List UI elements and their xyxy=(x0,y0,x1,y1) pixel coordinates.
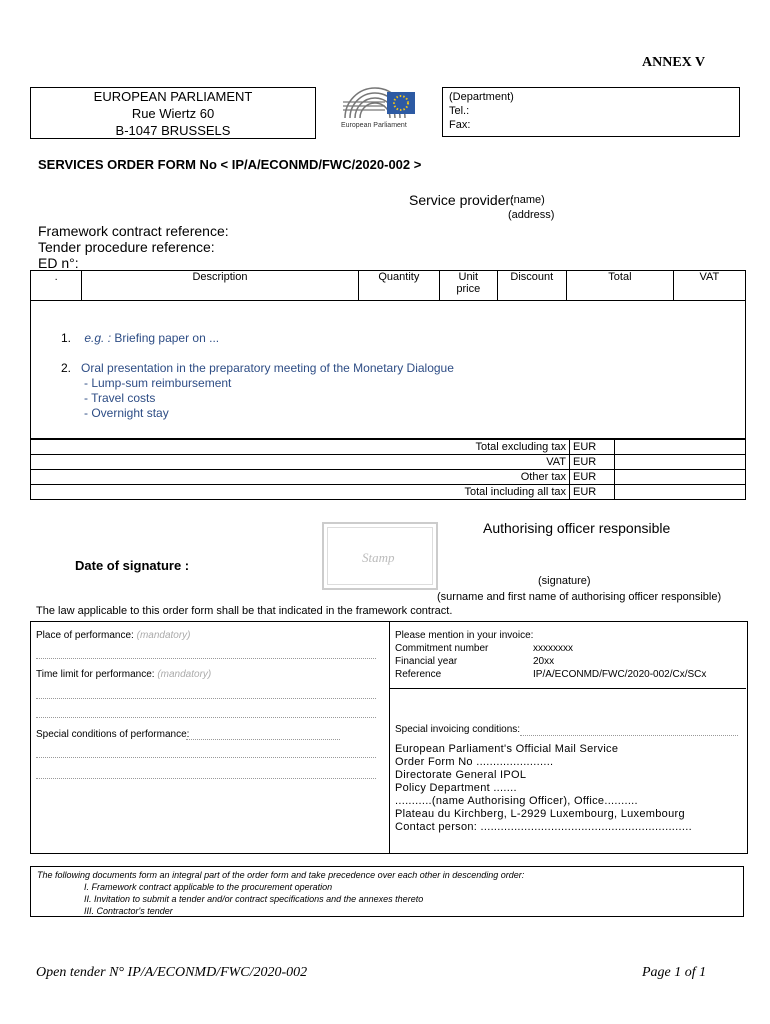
reference-value: IP/A/ECONMD/FWC/2020-002/Cx/SCx xyxy=(533,669,707,680)
unit-price-line1: Unit xyxy=(458,271,479,283)
time-limit xyxy=(36,669,211,680)
list-item: I. Framework contract applicable to the procurement operation xyxy=(84,882,333,892)
tel-label: Tel.: xyxy=(449,105,470,117)
invoice-divider xyxy=(389,688,746,689)
other-tax-currency: EUR xyxy=(570,470,615,485)
special-conditions-line-2[interactable] xyxy=(36,778,376,779)
commitment-value: xxxxxxxx xyxy=(533,643,573,654)
col-vat: VAT xyxy=(673,271,745,301)
fax-label: Fax: xyxy=(449,119,471,131)
total-excl-tax-value xyxy=(615,440,746,455)
special-conditions-line-1[interactable] xyxy=(36,757,376,758)
footer-tender-ref: Open tender N° IP/A/ECONMD/FWC/2020-002 xyxy=(36,965,308,980)
item2-sub2: - Travel costs xyxy=(84,391,156,405)
invoice-mention: Please mention in your invoice: xyxy=(395,630,534,641)
other-tax-label: Other tax xyxy=(31,470,570,485)
ed-number: ED n°: xyxy=(38,255,79,271)
provider-name: (name) xyxy=(510,194,545,206)
service-provider-label: Service provider: xyxy=(409,192,515,208)
tender-procedure-ref: Tender procedure reference: xyxy=(38,239,215,255)
table-row xyxy=(31,485,746,500)
place-input-line[interactable] xyxy=(36,658,376,659)
column-divider xyxy=(389,621,390,853)
col-total: Total xyxy=(567,271,674,301)
time-input-line-1[interactable] xyxy=(36,698,376,699)
address-line2: Rue Wiertz 60 xyxy=(131,106,215,121)
department-label: (Department) xyxy=(449,91,514,103)
department-box xyxy=(442,87,740,137)
other-tax-value xyxy=(615,470,746,485)
signature-label: (signature) xyxy=(538,575,591,587)
time-note: (mandatory) xyxy=(157,669,212,680)
invoice-row-commitment xyxy=(395,642,706,655)
special-conditions-label: Special conditions of performance: xyxy=(36,729,190,740)
reference-label: Reference xyxy=(395,669,442,680)
item2-number: 2. xyxy=(61,361,72,375)
annex-title: ANNEX V xyxy=(642,55,706,70)
place-of-performance xyxy=(36,630,191,641)
col-number: . xyxy=(31,271,82,301)
logo-text: European Parliament xyxy=(341,122,407,129)
total-incl-tax-label: Total including all tax xyxy=(31,485,570,500)
address-line: European Parliament's Official Mail Service xyxy=(395,743,619,755)
page-number: Page 1 of 1 xyxy=(642,965,707,980)
unit-price-line2: price xyxy=(456,283,481,295)
address-line3: B-1047 BRUSSELS xyxy=(115,123,231,138)
authorising-officer-label: Authorising officer responsible xyxy=(483,520,671,536)
item1-eg: e.g. : xyxy=(84,331,112,345)
item1-text: Briefing paper on ... xyxy=(111,331,220,345)
mail-address xyxy=(395,743,692,834)
item2-sub1: - Lump-sum reimbursement xyxy=(84,376,232,390)
col-quantity: Quantity xyxy=(358,271,439,301)
special-conditions-input[interactable] xyxy=(186,739,340,740)
total-excl-tax-label: Total excluding tax xyxy=(31,440,570,455)
form-title: SERVICES ORDER FORM No < IP/A/ECONMD/FWC/2020-002 > xyxy=(38,157,422,172)
address-line: Order Form No ....................... xyxy=(395,756,554,768)
address-line: Plateau du Kirchberg, L-2929 Luxembourg, Luxembourg xyxy=(395,808,685,820)
col-discount: Discount xyxy=(497,271,567,301)
time-input-line-2[interactable] xyxy=(36,717,376,718)
item1-number: 1. xyxy=(61,331,72,345)
item2-sub3: - Overnight stay xyxy=(84,406,169,420)
item2-text: Oral presentation in the preparatory meeting of the Monetary Dialogue xyxy=(81,361,454,375)
address-line: Contact person: ............................................................... xyxy=(395,821,692,833)
total-incl-tax-value xyxy=(615,485,746,500)
stamp-box xyxy=(322,522,438,590)
place-note: (mandatory) xyxy=(136,630,191,641)
vat-value xyxy=(615,455,746,470)
date-of-signature-label: Date of signature : xyxy=(75,558,190,573)
table-row xyxy=(31,470,746,485)
list-item xyxy=(61,361,454,421)
list-item: II. Invitation to submit a tender and/or contract specifications and the annexes thereto xyxy=(84,894,424,904)
vat-currency: EUR xyxy=(570,455,615,470)
total-incl-tax-currency: EUR xyxy=(570,485,615,500)
address-line: Policy Department ....... xyxy=(395,782,517,794)
invoice-info xyxy=(395,629,706,681)
invoice-row-year xyxy=(395,655,706,668)
place-label: Place of performance: xyxy=(36,630,134,641)
framework-contract-ref: Framework contract reference: xyxy=(38,223,229,239)
invoice-row-reference xyxy=(395,668,706,681)
address-line1: EUROPEAN PARLIAMENT xyxy=(93,89,253,104)
provider-address: (address) xyxy=(508,209,555,221)
list-item xyxy=(61,331,219,345)
col-unit-price xyxy=(440,271,497,301)
address-box xyxy=(30,87,316,139)
table-row xyxy=(31,440,746,455)
col-description: Description xyxy=(82,271,358,301)
vat-label: VAT xyxy=(31,455,570,470)
list-item: III. Contractor's tender xyxy=(84,906,173,916)
special-invoicing-input[interactable] xyxy=(520,735,738,736)
documents-box xyxy=(30,866,744,917)
financial-year-label: Financial year xyxy=(395,656,458,667)
address-line: ...........(name Authorising Officer), Office.......... xyxy=(395,795,638,807)
stamp-label: Stamp xyxy=(362,550,395,565)
officer-name-label: (surname and first name of authorising officer responsible) xyxy=(437,591,722,603)
address-line: Directorate General IPOL xyxy=(395,769,527,781)
time-label: Time limit for performance: xyxy=(36,669,155,680)
order-items-table xyxy=(30,270,746,439)
documents-intro: The following documents form an integral part of the order form and take precedence over each other in descending order: xyxy=(37,870,525,880)
commitment-label: Commitment number xyxy=(395,643,489,654)
table-row xyxy=(31,455,746,470)
applicable-law-text: The law applicable to this order form shall be that indicated in the framework contract. xyxy=(36,605,453,617)
special-invoicing-label: Special invoicing conditions: xyxy=(395,724,521,735)
hemicycle-icon xyxy=(335,80,425,124)
items-cell xyxy=(31,301,746,439)
total-excl-tax-currency: EUR xyxy=(570,440,615,455)
financial-year-value: 20xx xyxy=(533,656,555,667)
totals-table xyxy=(30,439,746,500)
european-parliament-logo xyxy=(335,80,425,134)
